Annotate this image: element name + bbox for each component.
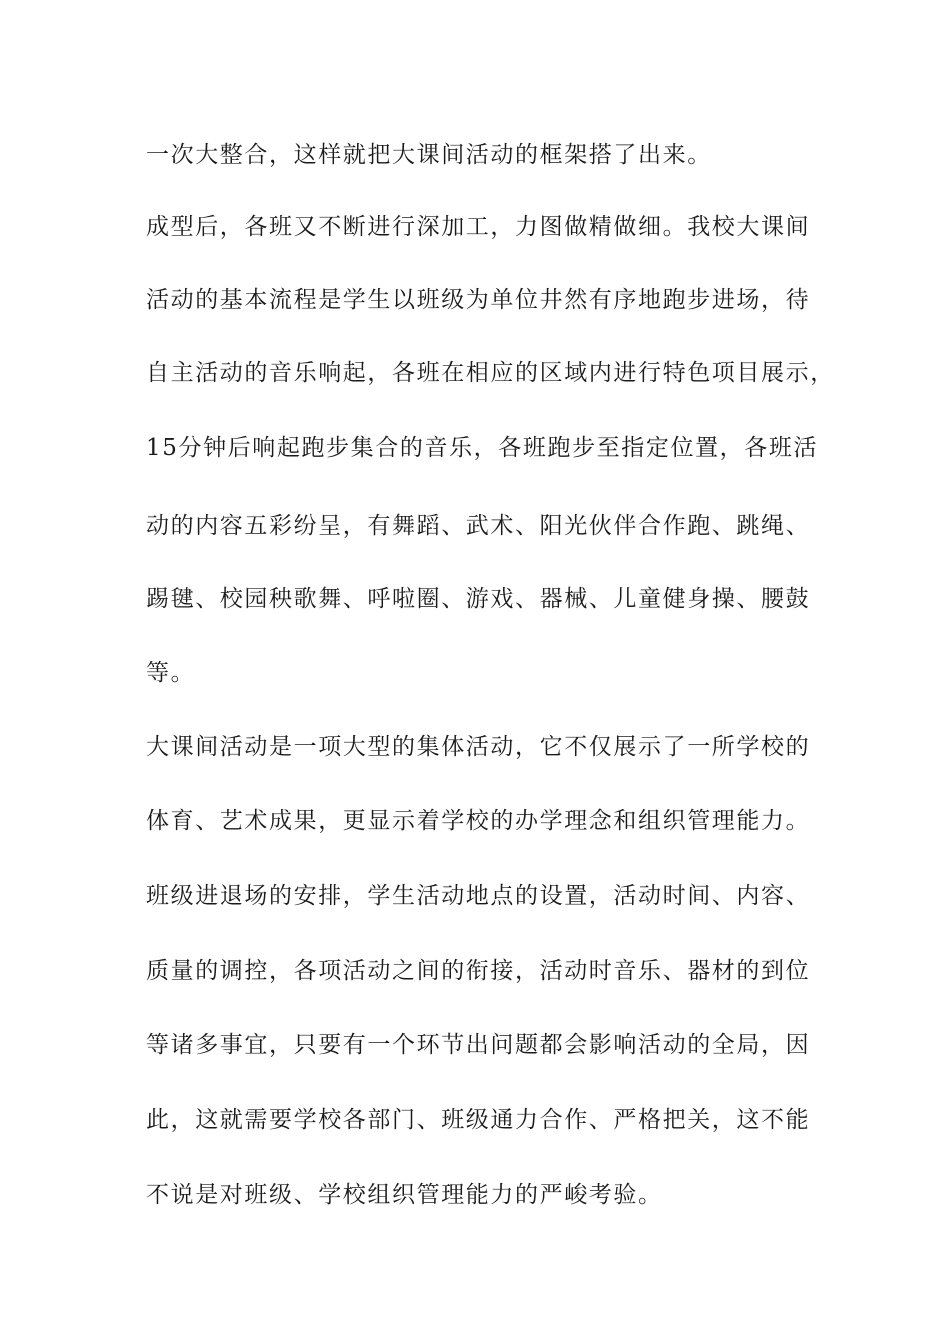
text-line: 等。: [146, 660, 196, 686]
text-line: 动的内容五彩纷呈，有舞蹈、武术、阳光伙伴合作跑、跳绳、: [146, 513, 811, 539]
text-line: 质量的调控，各项活动之间的衔接，活动时音乐、器材的到位: [146, 958, 811, 984]
text-line: 活动的基本流程是学生以班级为单位井然有序地跑步进场，待: [146, 287, 811, 313]
text-line: 班级进退场的安排，学生活动地点的设置，活动时间、内容、: [146, 883, 811, 909]
text-line: 自主活动的音乐响起，各班在相应的区域内进行特色项目展示，: [146, 360, 835, 386]
text-line: 不说是对班级、学校组织管理能力的严峻考验。: [146, 1182, 663, 1208]
text-line: 此，这就需要学校各部门、班级通力合作、严格把关，这不能: [146, 1107, 811, 1133]
text-line: 15分钟后响起跑步集合的音乐，各班跑步至指定位置，各班活: [146, 435, 819, 461]
text-line: 成型后，各班又不断进行深加工，力图做精做细。我校大课间: [146, 214, 811, 240]
text-line: 大课间活动是一项大型的集体活动，它不仅展示了一所学校的: [146, 734, 811, 760]
text-line: 一次大整合，这样就把大课间活动的框架搭了出来。: [146, 142, 712, 168]
text-line: 体育、艺术成果，更显示着学校的办学理念和组织管理能力。: [146, 808, 811, 834]
text-line: 踢毽、校园秧歌舞、呼啦圈、游戏、器械、儿童健身操、腰鼓: [146, 586, 811, 612]
text-line: 等诸多事宜，只要有一个环节出问题都会影响活动的全局，因: [146, 1032, 811, 1058]
